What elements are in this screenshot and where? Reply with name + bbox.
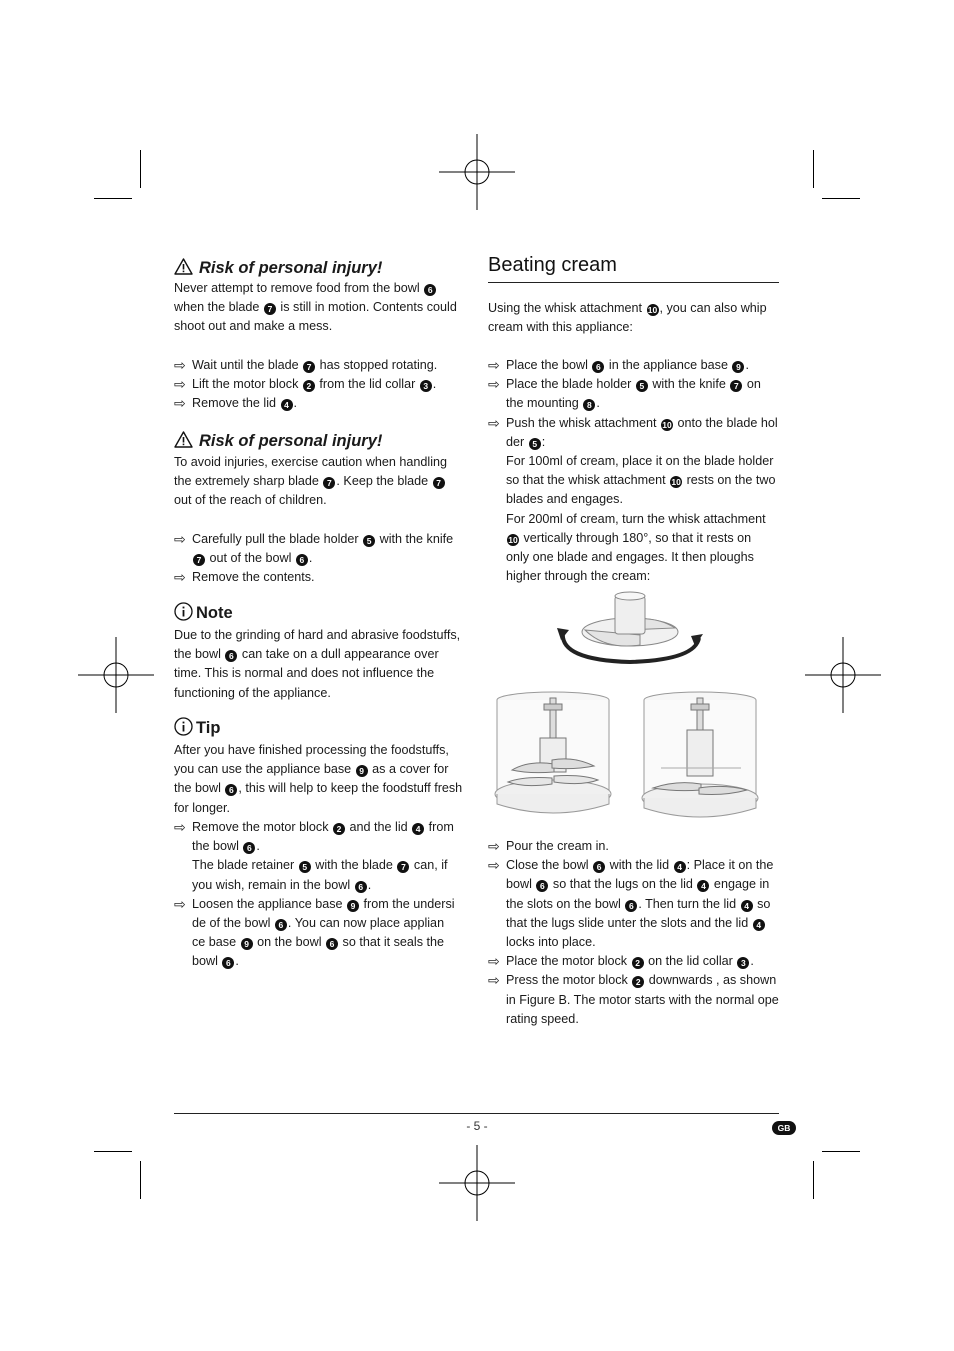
text-run: when the blade [174, 300, 263, 315]
text-run: so [753, 896, 771, 911]
text-run: time. This is normal and does not influence the [174, 666, 435, 681]
ref-number-badge: 10 [508, 534, 518, 545]
text-run: downwards , as shown [645, 973, 777, 988]
arrow-right-icon: ⇨ [488, 953, 500, 970]
text-line [506, 471, 798, 490]
text-run: from [425, 820, 454, 834]
text-line [192, 933, 484, 952]
text-run: Loosen the appliance base [192, 896, 347, 911]
text-run: vertically through 180°, so that it rests on [520, 530, 752, 545]
text-run: Place the motor block [506, 954, 631, 969]
arrow-right-icon: ⇨ [488, 857, 500, 874]
text-run: can, if [410, 858, 448, 873]
crop-mark [94, 1151, 132, 1152]
text-run: Push the whisk attachment [506, 415, 661, 430]
text-run: . [235, 954, 239, 969]
heading-text: Risk of personal injury! [199, 259, 383, 277]
text-line [174, 626, 466, 645]
text-line [506, 394, 798, 413]
text-run: is still in motion. Contents could [276, 300, 457, 315]
page-number: - 5 - [466, 1119, 488, 1133]
text-run: To avoid injuries, exercise caution when handling [174, 455, 448, 469]
text-run: so that the lugs on the lid [549, 877, 697, 892]
crop-mark [813, 150, 814, 188]
ref-number-badge: 6 [424, 284, 436, 296]
text-run: engage in [710, 877, 770, 892]
registration-mark-icon [78, 637, 154, 713]
text-run: functioning of the appliance. [174, 685, 331, 700]
text-run: with the knife [648, 377, 730, 392]
arrow-right-icon: ⇨ [174, 357, 186, 373]
ref-number-badge: 10 [647, 305, 658, 315]
text-line [192, 876, 484, 895]
ref-number-badge: 7 [193, 554, 205, 566]
title-underline [488, 282, 779, 283]
section-title: Beating cream [488, 254, 617, 276]
text-run: cream with this appliance: [488, 320, 633, 335]
text-run: the mounting [506, 396, 583, 411]
text-run: For 200ml of cream, turn the whisk attachment [506, 511, 766, 526]
crop-mark [822, 1151, 860, 1152]
text-line [192, 818, 484, 837]
text-run: the bowl [174, 647, 225, 662]
text-line [506, 952, 798, 971]
info-icon [174, 717, 193, 736]
text-run: For 100ml of cream, place it on the blade holder [506, 454, 774, 468]
text-run: Due to the grinding of hard and abrasive foodstuffs, [174, 628, 461, 642]
text-line [174, 799, 466, 818]
text-run: with the knife [376, 532, 454, 546]
text-run: Remove the contents. [192, 570, 315, 585]
text-run: Place the bowl [506, 358, 592, 372]
ref-number-badge: 8 [583, 399, 595, 411]
ref-number-badge: 9 [241, 938, 253, 950]
text-line [506, 933, 798, 952]
text-run: ce base [192, 935, 240, 950]
text-line [192, 895, 484, 914]
text-line [506, 433, 798, 452]
arrow-right-icon: ⇨ [174, 395, 186, 412]
section-heading [174, 431, 382, 451]
ref-number-badge: 6 [592, 361, 604, 373]
text-run: Lift the motor block [192, 377, 302, 392]
arrow-right-icon: ⇨ [488, 972, 500, 989]
text-run: with the blade [311, 858, 397, 873]
text-line [174, 317, 466, 336]
text-run: can take on a dull appearance over [238, 647, 439, 662]
section-heading [174, 258, 382, 278]
text-run: you can use the appliance base [174, 762, 355, 777]
text-line [192, 914, 484, 933]
ref-number-badge: 4 [697, 880, 709, 892]
text-run: : Place it on the [686, 858, 774, 873]
text-line [192, 375, 484, 394]
text-line [174, 645, 466, 664]
registration-mark-icon [439, 134, 515, 210]
text-line [506, 856, 798, 875]
text-line [506, 895, 798, 914]
text-run: , this will help to keep the foodstuff fresh [238, 781, 463, 796]
text-run: bowl [192, 954, 222, 969]
text-line [506, 837, 798, 856]
text-line [174, 298, 466, 317]
text-run: : [541, 434, 546, 449]
text-run: . You can now place applian [287, 916, 445, 930]
text-run: , you can also whip [659, 301, 767, 315]
ref-number-badge: 6 [593, 861, 605, 873]
bowl-figure-100ml [494, 690, 612, 822]
text-line [506, 1010, 798, 1029]
text-line [174, 741, 466, 760]
ref-number-badge: 4 [674, 861, 686, 873]
whisk-rotation-figure [555, 590, 705, 670]
crop-mark [94, 198, 132, 199]
text-run: as a cover for [368, 762, 449, 777]
text-line [488, 299, 780, 318]
text-line [506, 548, 798, 567]
footer-rule [174, 1113, 779, 1114]
ref-number-badge: 7 [303, 361, 315, 373]
text-line [506, 991, 798, 1010]
text-run: . [256, 839, 260, 854]
text-line [174, 779, 466, 798]
text-line [192, 549, 484, 568]
ref-number-badge: 7 [323, 477, 335, 489]
ref-number-badge: 6 [625, 900, 637, 912]
crop-mark [813, 1161, 814, 1199]
text-run: on [743, 377, 761, 392]
warning-triangle-icon [174, 431, 193, 448]
arrow-right-icon: ⇨ [174, 376, 186, 393]
ref-number-badge: 4 [741, 900, 753, 912]
ref-number-badge: 9 [356, 765, 368, 777]
registration-mark-icon [439, 1145, 515, 1221]
text-run: that the lugs slide unter the slots and the lid [506, 915, 752, 930]
language-badge: GB [772, 1121, 796, 1135]
text-run: the bowl [174, 781, 225, 796]
ref-number-badge: 2 [333, 823, 345, 835]
text-line [174, 491, 466, 510]
text-run: Remove the motor block [192, 820, 332, 834]
text-run: . [432, 377, 437, 392]
ref-number-badge: 7 [433, 477, 445, 489]
text-line [488, 318, 780, 337]
text-run: and the lid [346, 820, 412, 834]
warning-triangle-icon [174, 258, 193, 275]
arrow-right-icon: ⇨ [174, 819, 186, 835]
ref-number-badge: 5 [636, 380, 648, 392]
text-line [192, 530, 484, 549]
heading-text: Risk of personal injury! [199, 432, 383, 450]
text-run: Carefully pull the blade holder [192, 532, 363, 546]
ref-number-badge: 3 [737, 957, 749, 969]
text-line [174, 664, 466, 683]
ref-number-badge: 6 [243, 842, 255, 854]
text-run: Press the motor block [506, 973, 632, 988]
text-run: onto the blade hol [674, 415, 778, 430]
ref-number-badge: 9 [732, 361, 744, 373]
text-line [506, 414, 798, 433]
text-run: Wait until the blade [192, 358, 303, 372]
text-run: de of the bowl [192, 916, 274, 930]
text-line [506, 356, 798, 375]
arrow-right-icon: ⇨ [488, 357, 500, 373]
text-line [174, 760, 466, 779]
arrow-right-icon: ⇨ [174, 569, 186, 586]
ref-number-badge: 6 [536, 880, 548, 892]
arrow-right-icon: ⇨ [488, 414, 500, 431]
text-run: the slots on the bowl [506, 896, 625, 911]
text-line [506, 567, 798, 586]
ref-number-badge: 4 [753, 919, 765, 931]
text-run: . Keep the blade [336, 474, 432, 489]
text-run: on the lid collar [644, 954, 737, 969]
text-run: rating speed. [506, 1011, 579, 1026]
text-run: blades and engages. [506, 492, 623, 507]
heading-text: Note [196, 604, 233, 622]
info-icon [174, 602, 193, 621]
ref-number-badge: 6 [296, 554, 308, 566]
crop-mark [140, 150, 141, 188]
text-run: has stopped rotating. [316, 358, 438, 372]
text-run: After you have finished processing the foodstuffs, [174, 743, 449, 757]
text-run: . [308, 551, 313, 566]
text-run: . Then turn the lid [638, 896, 740, 911]
text-run: . [745, 358, 749, 372]
text-line [506, 529, 798, 548]
ref-number-badge: 6 [275, 919, 287, 931]
arrow-right-icon: ⇨ [488, 838, 500, 854]
arrow-right-icon: ⇨ [174, 895, 186, 912]
text-run: on the bowl [253, 935, 326, 950]
text-line [506, 490, 798, 509]
text-run: out of the reach of children. [174, 493, 327, 508]
text-run: Using the whisk attachment [488, 301, 646, 315]
ref-number-badge: 5 [529, 438, 541, 450]
registration-mark-icon [805, 637, 881, 713]
text-run: only one blade and engages. It then ploughs [506, 550, 754, 564]
ref-number-badge: 10 [671, 477, 681, 488]
ref-number-badge: 2 [303, 380, 315, 392]
text-line [506, 452, 798, 471]
text-line [506, 375, 798, 394]
text-line [506, 971, 798, 990]
text-line [192, 952, 484, 971]
crop-mark [822, 198, 860, 199]
text-run: from the undersi [360, 896, 455, 911]
text-run: Place the blade holder [506, 377, 635, 392]
text-run: from the lid collar [315, 377, 419, 392]
ref-number-badge: 10 [662, 419, 672, 430]
text-run: Pour the cream in. [506, 839, 609, 853]
text-line [192, 568, 484, 587]
ref-number-badge: 2 [632, 976, 644, 988]
text-run: Remove the lid [192, 396, 280, 411]
text-run: with the lid [606, 858, 673, 873]
heading-text: Tip [196, 719, 221, 737]
ref-number-badge: 2 [632, 957, 644, 969]
ref-number-badge: 7 [397, 861, 409, 873]
text-line [192, 356, 484, 375]
text-run: in Figure B. The motor starts with the normal ope [506, 992, 779, 1007]
text-run: bowl [506, 877, 536, 892]
arrow-right-icon: ⇨ [488, 376, 500, 393]
text-run: Close the bowl [506, 858, 593, 873]
text-run: The blade retainer [192, 858, 298, 873]
ref-number-badge: 4 [281, 399, 293, 411]
text-run: the extremely sharp blade [174, 474, 323, 489]
text-line [506, 875, 798, 894]
crop-mark [140, 1161, 141, 1199]
text-run: the bowl [192, 839, 243, 854]
section-heading [174, 717, 220, 738]
text-run: rests on the two [683, 473, 776, 488]
ref-number-badge: 4 [412, 823, 424, 835]
text-line [506, 914, 798, 933]
bowl-figure-200ml [641, 690, 759, 826]
ref-number-badge: 3 [420, 380, 432, 392]
ref-number-badge: 5 [299, 861, 311, 873]
text-run: . [750, 954, 754, 969]
text-run: . [596, 396, 600, 411]
text-line [174, 279, 466, 298]
text-line [192, 394, 484, 413]
text-line [174, 453, 466, 472]
ref-number-badge: 5 [363, 535, 375, 547]
ref-number-badge: 6 [225, 650, 237, 662]
text-run: der [506, 434, 528, 449]
section-heading [174, 602, 233, 623]
text-run: so that the whisk attachment [506, 473, 670, 488]
text-line [192, 837, 484, 856]
text-line [506, 510, 798, 529]
text-line [192, 856, 484, 875]
ref-number-badge: 7 [264, 303, 276, 315]
text-run: . [293, 396, 297, 411]
text-run: out of the bowl [206, 551, 295, 566]
ref-number-badge: 7 [730, 380, 742, 392]
text-run: shoot out and make a mess. [174, 319, 333, 334]
text-run: for longer. [174, 800, 231, 815]
text-run: you wish, remain in the bowl [192, 877, 354, 892]
ref-number-badge: 6 [326, 938, 338, 950]
text-run: so that it seals the [339, 935, 445, 950]
arrow-right-icon: ⇨ [174, 531, 186, 547]
ref-number-badge: 6 [355, 881, 367, 893]
ref-number-badge: 6 [222, 957, 234, 969]
text-run: . [367, 877, 372, 892]
ref-number-badge: 6 [225, 784, 237, 796]
text-run: higher through the cream: [506, 569, 651, 584]
text-run: locks into place. [506, 935, 596, 949]
text-line [174, 472, 466, 491]
text-run: Never attempt to remove food from the bowl [174, 281, 424, 295]
text-line [174, 684, 466, 703]
text-run: in the appliance base [605, 358, 732, 372]
ref-number-badge: 9 [347, 900, 359, 912]
